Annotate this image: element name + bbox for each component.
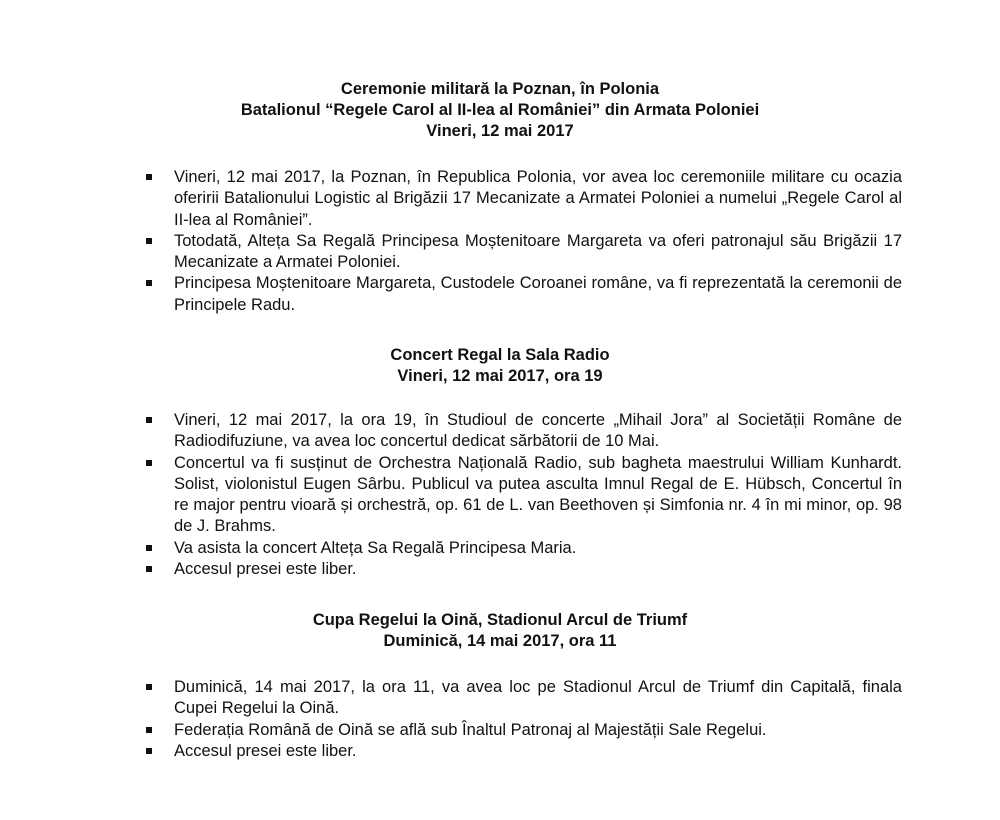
list-item-text: Duminică, 14 mai 2017, la ora 11, va avea loc pe Stadionul Arcul de Triumf din Capitală, finala Cupei Regelui la Oină. <box>174 678 902 718</box>
list-item-text: Federația Română de Oină se află sub Înaltul Patronaj al Majestății Sale Regelui. <box>174 720 767 739</box>
list-item <box>174 559 902 580</box>
section-subtitle: Batalionul “Regele Carol al II-lea al României” din Armata Poloniei <box>240 101 760 119</box>
list-item-text: Va asista la concert Alteța Sa Regală Principesa Maria. <box>174 538 577 557</box>
list-item-text: Vineri, 12 mai 2017, la Poznan, în Republica Polonia, vor avea loc ceremoniile militare cu ocazia oferirii Batalionului Logistic al Brigăzii 17 Mecanizate a Armatei Poloniei a numelui „Regele Carol al II-lea al României”. <box>174 168 902 229</box>
list-item-text: Totodată, Alteța Sa Regală Principesa Moștenitoare Margareta va oferi patronajul său Brigăzii 17 Mecanizate a Armatei Poloniei. <box>174 231 902 272</box>
list-item <box>174 677 902 720</box>
section-ceremonie <box>0 79 1000 142</box>
list-item <box>174 538 902 559</box>
list-item-text: Principesa Moștenitoare Margareta, Custodele Coroanei române, va fi reprezentată la ceremonii de Principele Radu. <box>174 274 902 314</box>
bullet-square-icon <box>146 727 152 733</box>
section-title: Cupa Regelui la Oină, Stadionul Arcul de Triumf <box>312 611 688 629</box>
bullet-square-icon <box>146 280 152 286</box>
list-item-text: Accesul presei este liber. <box>174 741 357 760</box>
list-item <box>174 273 902 316</box>
section-date: Duminică, 14 mai 2017, ora 11 <box>383 632 617 650</box>
list-item <box>174 167 902 231</box>
list-item-text: Accesul presei este liber. <box>174 560 357 579</box>
bullet-square-icon <box>146 748 152 754</box>
bullet-square-icon <box>146 417 152 423</box>
list-item-text: Concertul va fi susținut de Orchestra Națională Radio, sub bagheta maestrului William Kunhardt. Solist, violonistul Eugen Sârbu. Publicul va putea asculta Imnul Regal de E. Hübsch, Concertul în re major pentru vioară și orchestră, op. 61 de L. van Beethoven și Simfonia nr. 4 în mi minor, op. 98 de J. Brahms. <box>174 453 902 536</box>
bullet-square-icon <box>146 545 152 551</box>
section-concert <box>0 345 1000 387</box>
section-title: Concert Regal la Sala Radio <box>390 346 610 364</box>
section-date: Vineri, 12 mai 2017 <box>426 122 574 140</box>
list-item <box>174 410 902 453</box>
bullet-list-ceremonie <box>174 167 902 316</box>
list-item-text: Vineri, 12 mai 2017, la ora 19, în Studioul de concerte „Mihail Jora” al Societății Române de Radiodifuziune, va avea loc concertul dedicat sărbătorii de 10 Mai. <box>174 411 902 451</box>
section-cupa <box>0 610 1000 652</box>
bullet-square-icon <box>146 460 152 466</box>
bullet-square-icon <box>146 566 152 572</box>
list-item <box>174 741 902 762</box>
bullet-square-icon <box>146 684 152 690</box>
list-item <box>174 231 902 274</box>
bullet-square-icon <box>146 174 152 180</box>
bullet-list-concert <box>174 410 902 580</box>
bullet-square-icon <box>146 238 152 244</box>
section-title: Ceremonie militară la Poznan, în Polonia <box>340 80 660 98</box>
list-item <box>174 453 902 538</box>
section-date: Vineri, 12 mai 2017, ora 19 <box>397 367 603 385</box>
list-item <box>174 720 902 741</box>
bullet-list-cupa <box>174 677 902 762</box>
